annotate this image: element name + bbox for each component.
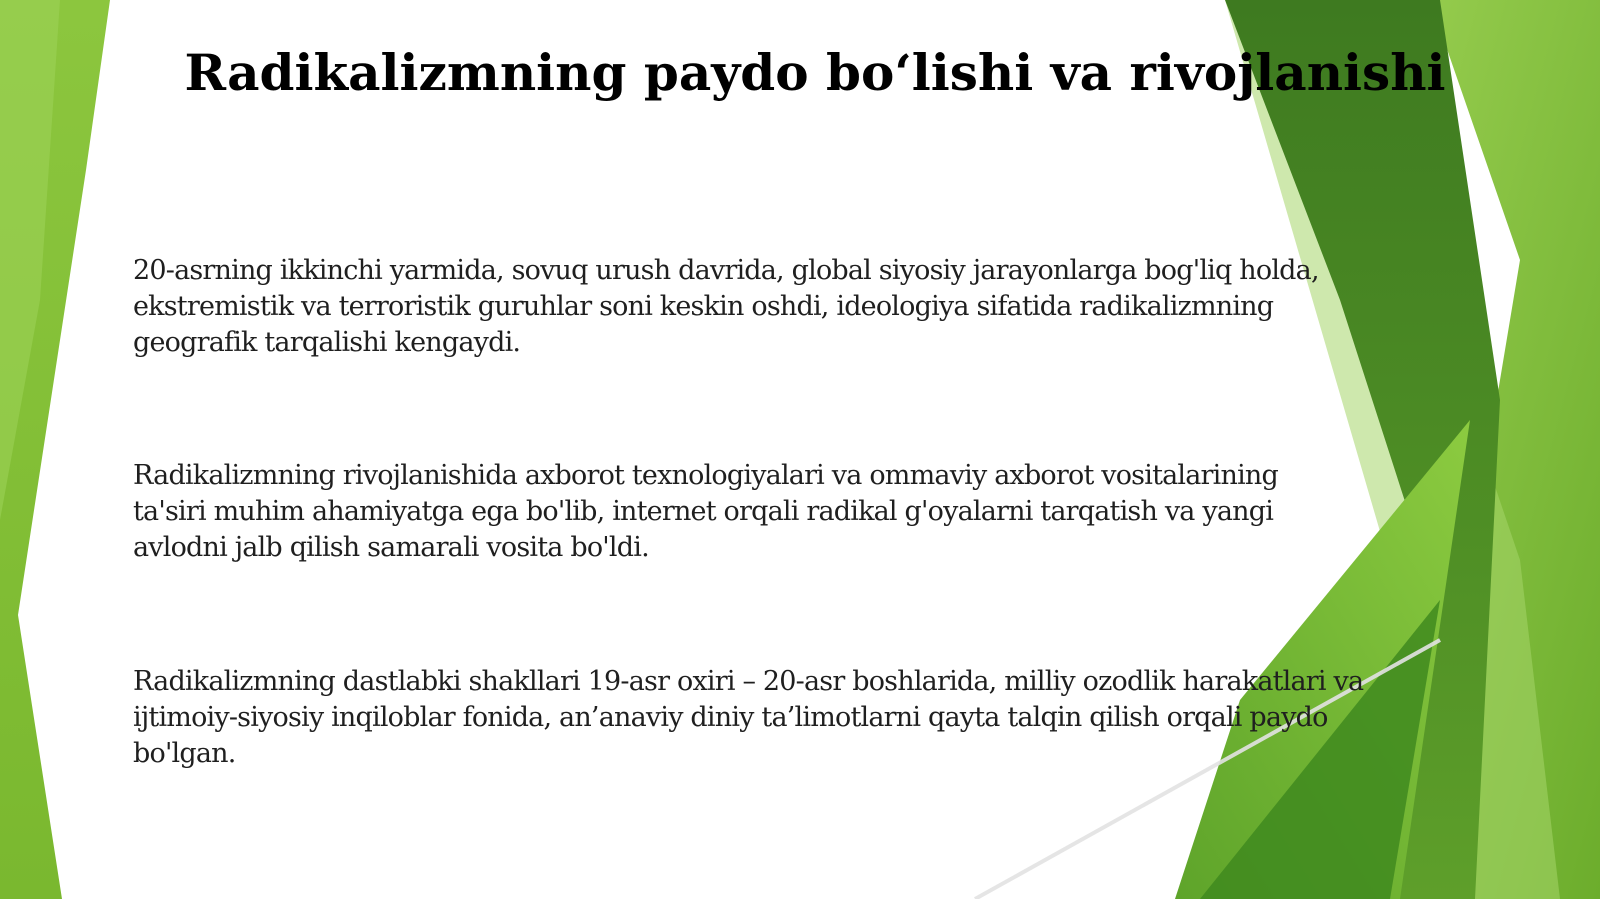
paragraph-1-line-2: ekstremistik va terroristik guruhlar soni keskin oshdi, ideologiya sifatida radikalizmning <box>133 291 1274 322</box>
paragraph-2 <box>133 458 1533 566</box>
paragraph-3-line-3: bo'lgan. <box>133 738 236 769</box>
paragraph-3 <box>133 664 1533 772</box>
paragraph-2-line-2: ta'siri muhim ahamiyatga ega bo'lib, internet orqali radikal g'oyalarni tarqatish va yangi <box>133 496 1274 527</box>
paragraph-2-line-1: Radikalizmning rivojlanishida axborot texnologiyalari va ommaviy axborot vositalarining <box>133 460 1278 491</box>
paragraph-3-line-1: Radikalizmning dastlabki shakllari 19-asr oxiri – 20-asr boshlarida, milliy ozodlik harakatlari va <box>133 666 1364 697</box>
paragraph-2-line-3: avlodni jalb qilish samarali vosita bo'ldi. <box>133 532 649 563</box>
slide-title: Radikalizmning paydo bo‘lishi va rivojlanishi <box>184 43 1446 102</box>
paragraph-1-line-3: geografik tarqalishi kengaydi. <box>133 327 521 358</box>
paragraph-3-line-2: ijtimoiy-siyosiy inqiloblar fonida, an’anaviy diniy ta’limotlarni qayta talqin qilish orqali paydo <box>133 702 1328 733</box>
paragraph-1 <box>133 253 1533 361</box>
paragraph-1-line-1: 20-asrning ikkinchi yarmida, sovuq urush davrida, global siyosiy jarayonlarga bog'liq holda, <box>133 255 1319 286</box>
